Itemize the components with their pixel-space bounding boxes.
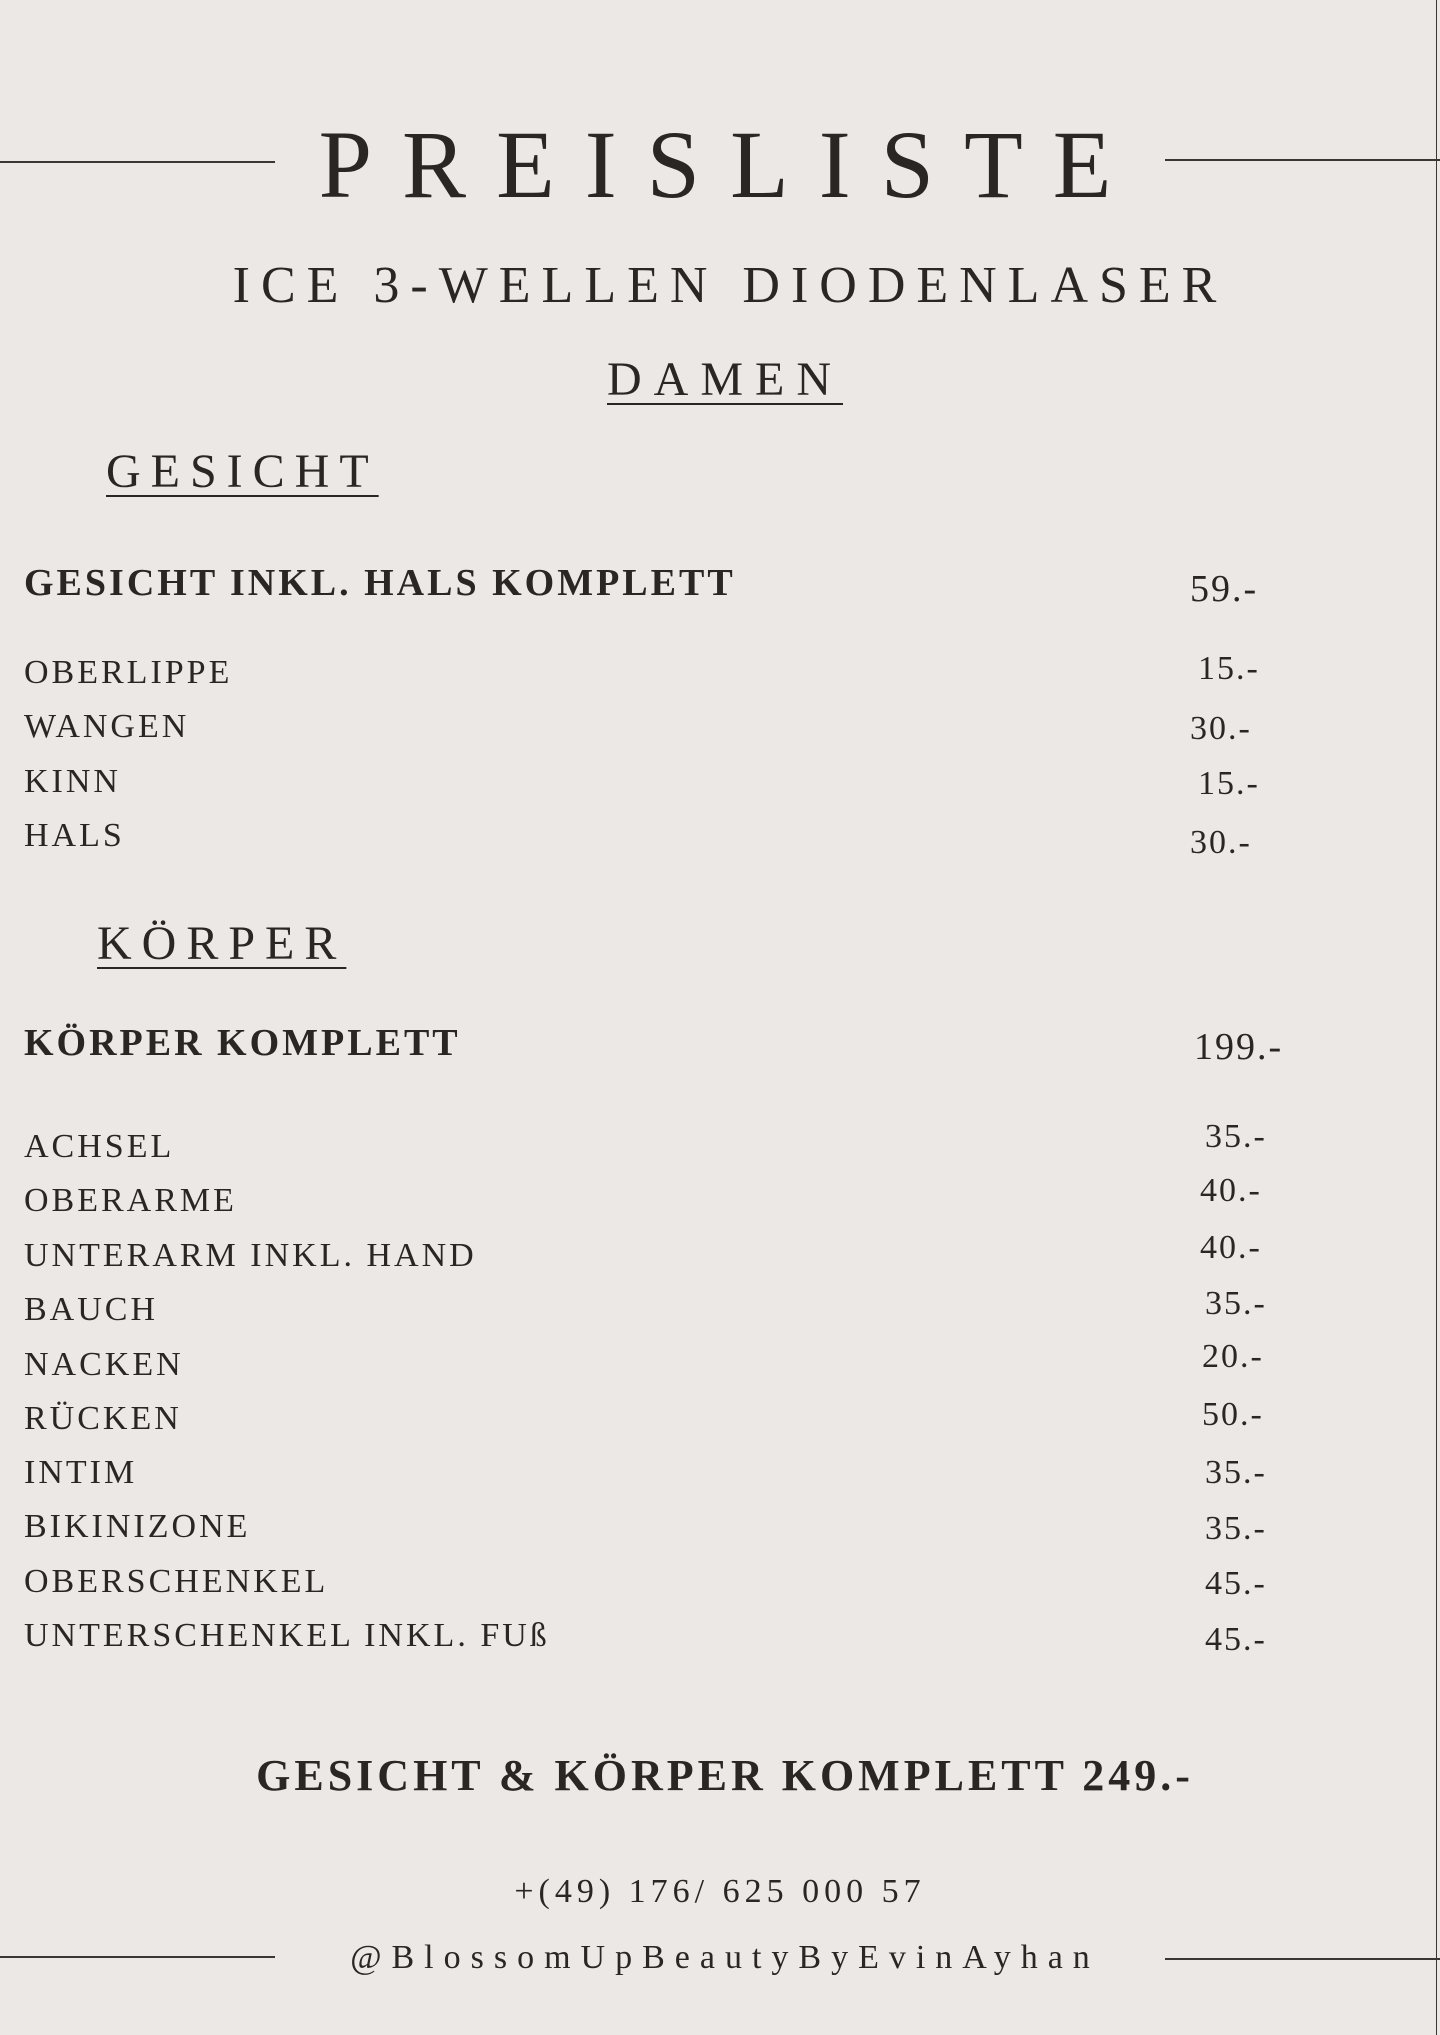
page-title: PREISLISTE: [318, 111, 1142, 218]
item-price: 45.-: [1205, 1565, 1267, 1602]
item-price: 45.-: [1205, 1621, 1267, 1658]
price-row: [0, 1340, 1440, 1390]
price-row-body-complete: [0, 1018, 1440, 1068]
item-price: 20.-: [1202, 1338, 1264, 1375]
item-price: 59.-: [1190, 568, 1259, 610]
category-label: DAMEN: [607, 353, 843, 406]
item-price: 40.-: [1200, 1229, 1262, 1266]
price-row: [0, 1118, 1440, 1172]
price-row: [0, 1448, 1440, 1498]
price-row: [0, 1611, 1440, 1661]
price-row: [0, 757, 1440, 807]
price-row: [0, 648, 1440, 698]
price-row: [0, 1502, 1440, 1552]
page-subtitle: ICE 3-WELLEN DIODENLASER: [232, 257, 1228, 314]
price-row: [0, 1231, 1440, 1281]
price-row: [0, 702, 1440, 752]
category-heading: [0, 352, 1440, 408]
item-name: UNTERSCHENKEL INKL. FUß: [24, 1617, 550, 1654]
item-name: ACHSEL: [24, 1128, 175, 1165]
item-price: 35.-: [1205, 1285, 1267, 1322]
item-name: KINN: [24, 763, 121, 800]
price-row: [0, 1172, 1440, 1226]
item-name: BAUCH: [24, 1291, 159, 1328]
item-price: 30.-: [1190, 824, 1252, 861]
item-name: OBERARME: [24, 1182, 237, 1219]
price-row: [0, 811, 1440, 861]
item-price: 15.-: [1198, 765, 1260, 802]
price-row-face-complete: [0, 558, 1440, 608]
item-name: HALS: [24, 817, 125, 854]
item-price: 199.-: [1194, 1026, 1284, 1068]
section-heading-face: GESICHT: [106, 445, 379, 498]
social-handle: @BlossomUpBeautyByEvinAyhan: [350, 1939, 1100, 1976]
section-heading-body: KÖRPER: [97, 917, 347, 970]
item-name: BIKINIZONE: [24, 1508, 251, 1545]
item-price: 30.-: [1190, 710, 1252, 747]
item-price: 35.-: [1205, 1118, 1267, 1155]
item-price: 35.-: [1205, 1454, 1267, 1491]
price-row: [0, 1557, 1440, 1607]
item-name: INTIM: [24, 1454, 138, 1491]
item-price: 50.-: [1202, 1396, 1264, 1433]
item-name: GESICHT INKL. HALS KOMPLETT: [24, 562, 736, 604]
item-price: 40.-: [1200, 1172, 1262, 1209]
item-name: KÖRPER KOMPLETT: [24, 1022, 461, 1064]
item-price: 35.-: [1205, 1510, 1267, 1547]
combo-offer: GESICHT & KÖRPER KOMPLETT 249.-: [256, 1751, 1194, 1800]
item-name: RÜCKEN: [24, 1400, 182, 1437]
item-name: NACKEN: [24, 1346, 184, 1383]
item-name: OBERLIPPE: [24, 654, 233, 691]
price-row: [0, 1285, 1440, 1335]
price-row: [0, 1394, 1440, 1444]
item-name: WANGEN: [24, 708, 190, 745]
item-name: OBERSCHENKEL: [24, 1563, 329, 1600]
phone-number: +(49) 176/ 625 000 57: [514, 1873, 926, 1910]
item-price: 15.-: [1198, 650, 1260, 687]
item-name: UNTERARM INKL. HAND: [24, 1237, 477, 1274]
